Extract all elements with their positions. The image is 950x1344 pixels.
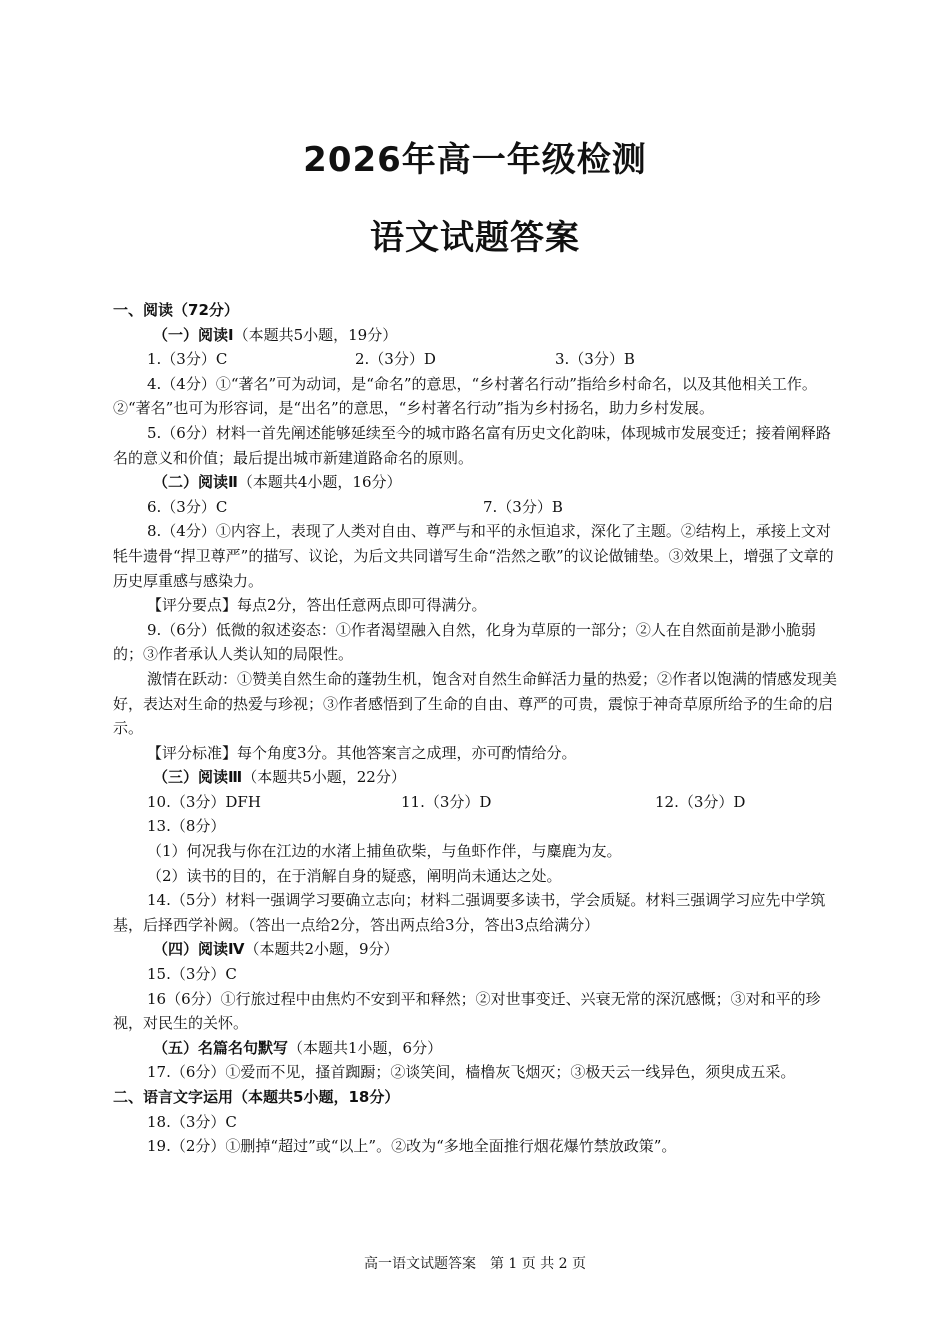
answer-item: 3.（3分）B (555, 350, 635, 369)
answer-row (113, 347, 840, 372)
answer-item: 6.（3分）C (147, 497, 228, 516)
subsection-note: （本题共2小题，9分） (244, 940, 399, 959)
answer-subitem: （1）何况我与你在江边的水渚上捕鱼砍柴，与鱼虾作伴，与麋鹿为友。 (147, 842, 622, 861)
answer-item: 2.（3分）D (355, 350, 436, 369)
subsection-label: （五）名篇名句默写 (153, 1038, 289, 1057)
answer-item: 7.（3分）B (483, 497, 563, 516)
answer-item: 9.（6分）低微的叙述姿态：①作者渴望融入自然，化身为草原的一部分；②人在自然面前是渺小脆弱的；③作者承认人类认知的局限性。 (113, 620, 816, 664)
subsection-heading (113, 470, 840, 495)
scoring-note: 【评分要点】每点2分，答出任意两点即可得满分。 (147, 596, 487, 615)
answer-item: 12.（3分）D (655, 792, 746, 811)
answer-row (113, 790, 840, 815)
answer-item: 15.（3分）C (147, 965, 237, 984)
subsection-heading (113, 1036, 840, 1061)
subsection-heading (113, 765, 840, 790)
answer-item: 11.（3分）D (401, 792, 492, 811)
answer-subitem: （2）读书的目的，在于消解自身的疑惑，阐明尚未通达之处。 (147, 866, 562, 885)
answer-item: 16（6分）①行旅过程中由焦灼不安到平和释然；②对世事变迁、兴衰无常的深沉感慨；③对和平的珍视，对民生的关怀。 (113, 989, 821, 1033)
answer-row (113, 495, 840, 520)
subsection-heading (113, 323, 840, 348)
page-title: 2026年高一年级检测 (303, 140, 647, 180)
answer-item: 4.（4分）①“著名”可为动词，是“命名”的意思，“乡村著名行动”指给乡村命名，以及其他相关工作。②“著名”也可为形容词，是“出名”的意思，“乡村著名行动”指为乡村扬名，助力乡村发展。 (113, 374, 817, 418)
answer-item: 8.（4分）①内容上，表现了人类对自由、尊严与和平的永恒追求，深化了主题。②结构上，承接上文对牦牛遗骨“捍卫尊严”的描写、议论，为后文共同谱写生命“浩然之歌”的议论做铺垫。③效果上，增强了文章的历史厚重感与感染力。 (113, 522, 834, 590)
answer-item: 激情在跃动：①赞美自然生命的蓬勃生机，饱含对自然生命鲜活力量的热爱；②作者以饱满的情感发现美好，表达对生命的热爱与珍视；③作者感悟到了生命的自由、尊严的可贵，震惊于神奇草原所给予的生命的启示。 (113, 669, 838, 738)
answer-body (113, 298, 840, 1159)
scoring-note: 【评分标准】每个角度3分。其他答案言之成理，亦可酌情给分。 (147, 743, 577, 762)
subsection-label: （二）阅读Ⅱ (153, 473, 238, 492)
section-heading: 二、语言文字运用（本题共5小题，18分） (113, 1088, 400, 1106)
subsection-label: （一）阅读Ⅰ (153, 325, 234, 344)
answer-item: 13.（8分） (147, 817, 226, 836)
answer-item: 17.（6分）①爱而不见，搔首踟蹰；②谈笑间，樯橹灰飞烟灭；③极天云一线异色，须臾成五采。 (147, 1063, 796, 1082)
answer-item: 5.（6分）材料一首先阐述能够延续至今的城市路名富有历史文化韵味，体现城市发展变迁；接着阐释路名的意义和价值；最后提出城市新建道路命名的原则。 (113, 423, 831, 467)
page-subtitle: 语文试题答案 (370, 218, 580, 258)
subsection-note: （本题共5小题，19分） (233, 325, 398, 344)
subsection-note: （本题共1小题，6分） (288, 1038, 443, 1057)
answer-item: 14.（5分）材料一强调学习要确立志向；材料二强调要多读书，学会质疑。材料三强调学习应先中学筑基，后择西学补阙。（答出一点给2分，答出两点给3分，答出3点给满分） (113, 891, 826, 934)
subsection-note: （本题共5小题，22分） (242, 768, 406, 787)
answer-item: 19.（2分）①删掉“超过”或“以上”。②改为“多地全面推行烟花爆竹禁放政策”。 (147, 1137, 677, 1156)
answer-item: 1.（3分）C (147, 350, 228, 369)
page-footer: 高一语文试题答案 第 1 页 共 2 页 (363, 1256, 587, 1272)
section-heading: 一、阅读（72分） (113, 301, 239, 319)
subsection-label: （三）阅读Ⅲ (153, 768, 243, 787)
subsection-heading (113, 937, 840, 962)
answer-item: 10.（3分）DFH (147, 792, 261, 811)
subsection-note: （本题共4小题，16分） (237, 473, 402, 492)
answer-item: 18.（3分）C (147, 1112, 237, 1131)
subsection-label: （四）阅读Ⅳ (153, 940, 245, 959)
